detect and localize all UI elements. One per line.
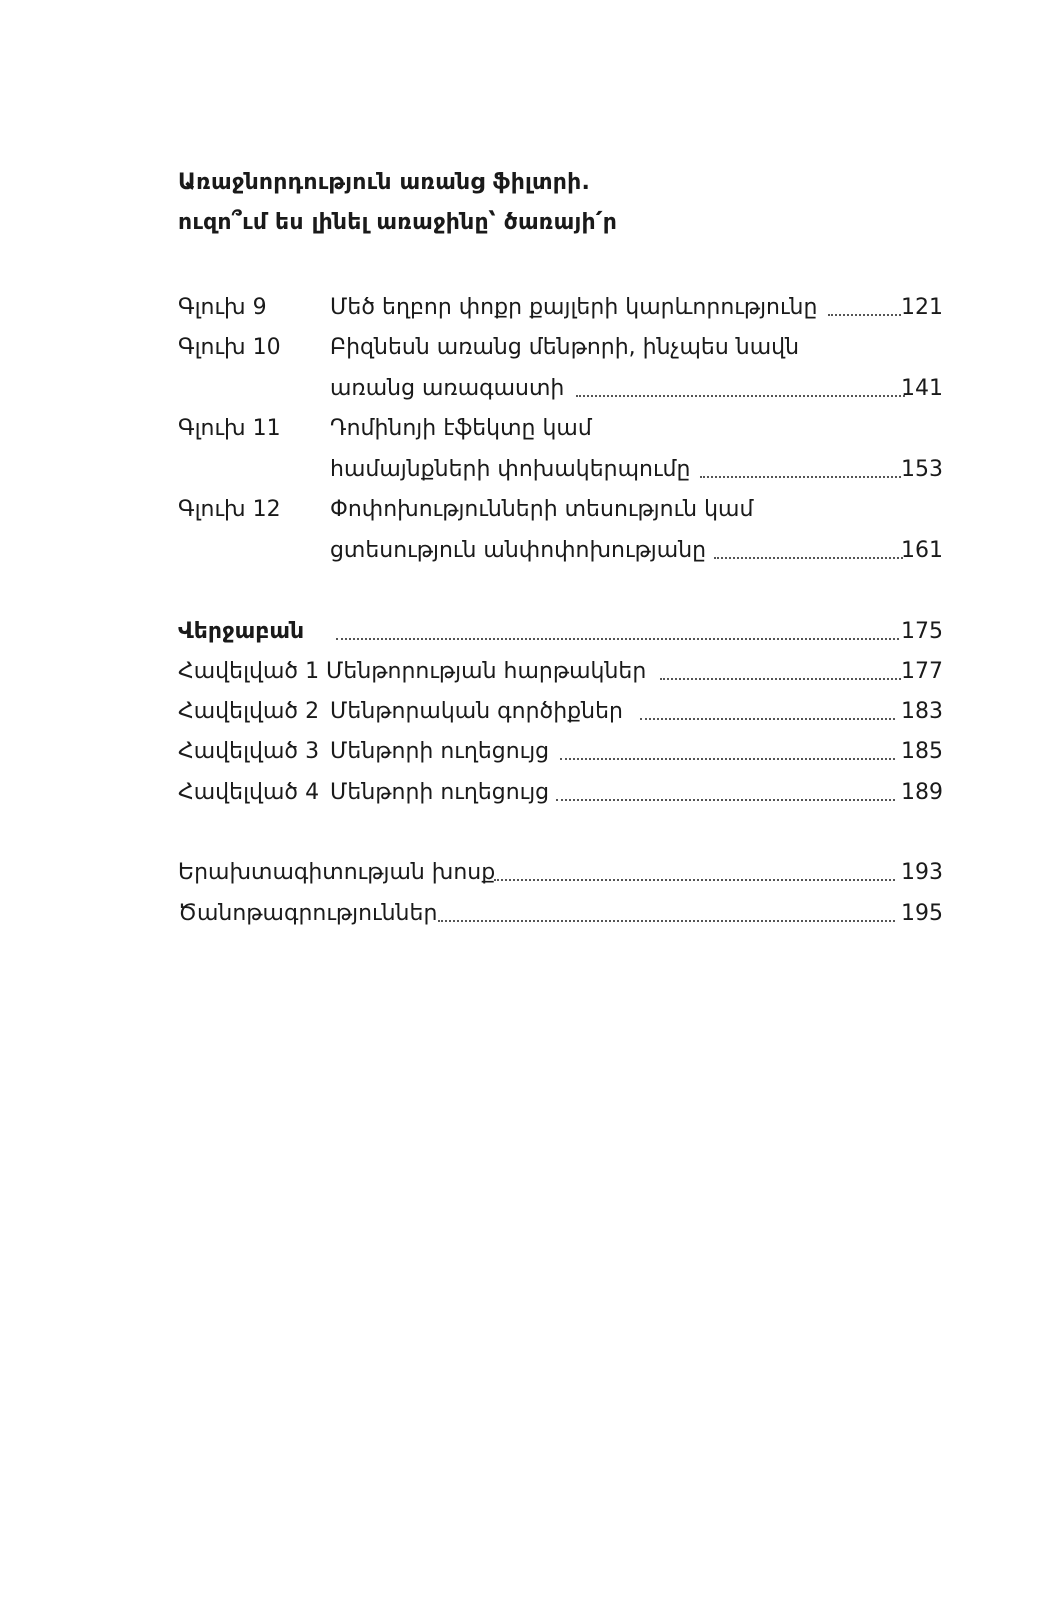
part-title-line-2: ուզո՞ւմ ես լինել առաջինը՝ ծառայի՛ր [178, 210, 618, 235]
dot-leader [714, 557, 903, 559]
appendix-label: Հավելված 2 [178, 699, 320, 724]
toc-entry-chapter-11[interactable] [178, 412, 943, 446]
toc-entry-chapter-11-cont[interactable] [178, 453, 943, 487]
chapter-title: Դոմինոյի էֆեկտը կամ [330, 416, 592, 441]
dot-leader [438, 920, 895, 922]
chapter-title: Բիզնեսն առանց մենթորի, ինչպես նավն [330, 335, 800, 360]
chapter-title: Փոփոխությունների տեսություն կամ [330, 497, 754, 522]
page-number: 195 [901, 901, 943, 926]
backmatter-title: Ծանոթագրություններ [178, 901, 438, 926]
page-number: 153 [901, 457, 943, 482]
toc-entry-appendix-3[interactable] [178, 735, 943, 769]
page-number: 185 [901, 739, 943, 764]
toc-entry-chapter-10-cont[interactable] [178, 372, 943, 406]
chapter-label: Գլուխ 10 [178, 335, 281, 360]
chapter-title-continued: համայնքների փոխակերպումը [330, 457, 691, 482]
chapter-title-continued: ցտեսություն անփոփոխությանը [330, 538, 707, 563]
page-number: 177 [901, 659, 943, 684]
page-number: 161 [901, 538, 943, 563]
appendix-label: Հավելված 1 [178, 659, 320, 684]
toc-entry-chapter-9[interactable] [178, 291, 943, 325]
appendix-title: Մենթորական գործիքներ [330, 699, 623, 724]
appendix-label: Հավելված 4 [178, 780, 320, 805]
toc-entry-acknowledgements[interactable] [178, 856, 943, 890]
dot-leader [700, 476, 901, 478]
part-title-line-1: Առաջնորդություն առանց ֆիլտրի. [178, 170, 591, 195]
page-number: 121 [901, 295, 943, 320]
chapter-title-continued: առանց առագաստի [330, 376, 565, 401]
dot-leader [556, 799, 895, 801]
page-number: 193 [901, 860, 943, 885]
dot-leader [560, 758, 895, 760]
toc-entry-appendix-1[interactable] [178, 655, 943, 689]
backmatter-title: Երախտագիտության խոսք [178, 860, 496, 885]
dot-leader [494, 879, 895, 881]
toc-entry-afterword[interactable] [178, 615, 943, 649]
chapter-label: Գլուխ 9 [178, 295, 267, 320]
dot-leader [336, 638, 899, 640]
page-number: 141 [901, 376, 943, 401]
toc-entry-notes[interactable] [178, 897, 943, 931]
page-number: 183 [901, 699, 943, 724]
toc-entry-appendix-4[interactable] [178, 776, 943, 810]
page-number: 175 [901, 619, 943, 644]
afterword-label: Վերջաբան [178, 619, 305, 644]
chapter-title: Մեծ եղբոր փոքր քայլերի կարևորությունը [330, 295, 818, 320]
toc-entry-chapter-12[interactable] [178, 493, 943, 527]
dot-leader [640, 718, 895, 720]
dot-leader [828, 314, 901, 316]
appendix-title: Մենթորության հարթակներ [326, 659, 647, 684]
appendix-title: Մենթորի ուղեցույց [330, 739, 550, 764]
chapter-label: Գլուխ 11 [178, 416, 281, 441]
appendix-label: Հավելված 3 [178, 739, 320, 764]
toc-entry-chapter-12-cont[interactable] [178, 534, 943, 568]
chapter-label: Գլուխ 12 [178, 497, 281, 522]
page-number: 189 [901, 780, 943, 805]
toc-entry-chapter-10[interactable] [178, 331, 943, 365]
dot-leader [660, 678, 901, 680]
toc-entry-appendix-2[interactable] [178, 695, 943, 729]
appendix-title: Մենթորի ուղեցույց [330, 780, 550, 805]
dot-leader [576, 395, 905, 397]
